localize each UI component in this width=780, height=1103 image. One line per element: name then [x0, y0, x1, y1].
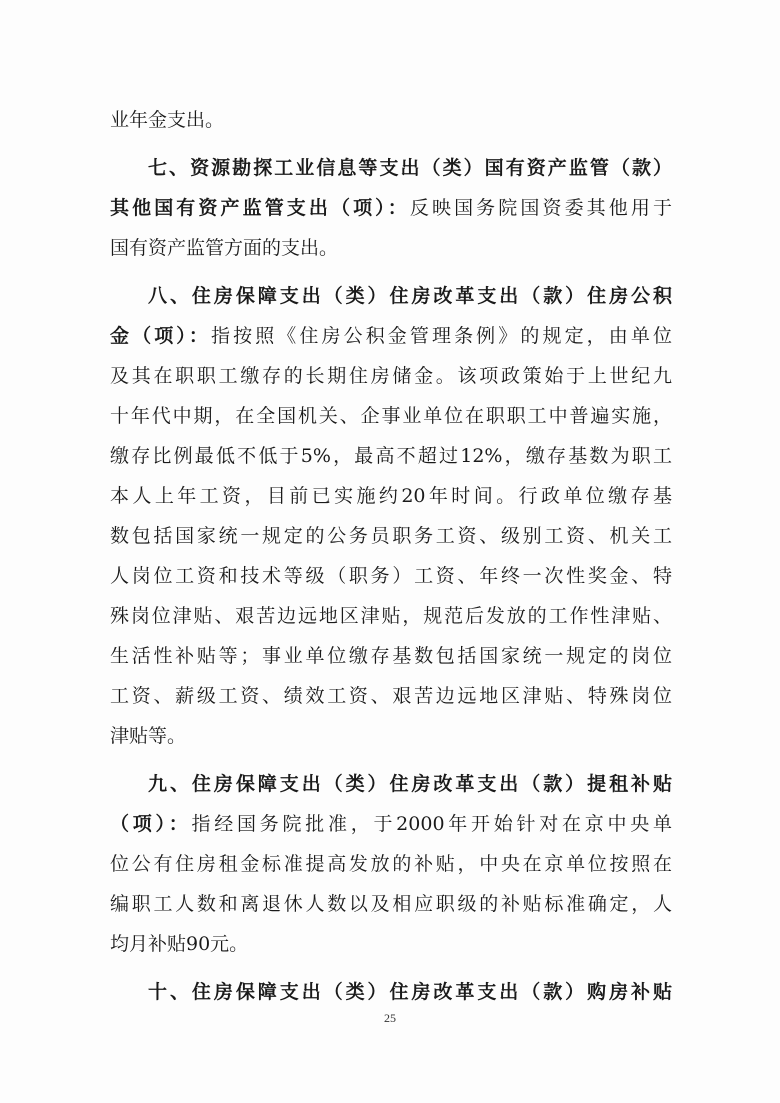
paragraph-9-line-5: 均月补贴90元。 [110, 933, 249, 955]
paragraph-8-line-5: 缴存比例最低不低于5%，最高不超过12%，缴存基数为职工 [110, 445, 672, 467]
paragraph-8-line-8: 人岗位工资和技术等级（职务）工资、年终一次性奖金、特 [110, 565, 672, 587]
paragraph-8-line-9: 殊岗位津贴、艰苦边远地区津贴，规范后发放的工作性津贴、 [110, 605, 672, 627]
paragraph-9-line-3: 位公有住房租金标准提高发放的补贴，中央在京单位按照在 [110, 853, 672, 875]
paragraph-8-heading-cont: 金（项）： [110, 325, 211, 347]
paragraph-7-line-2 [110, 188, 672, 228]
paragraph-9-heading: 九、住房保障支出（类）住房改革支出（款）提租补贴 [148, 773, 672, 795]
paragraph-9 [110, 764, 672, 964]
paragraph-8-line-4: 十年代中期，在全国机关、企事业单位在职职工中普遍实施， [110, 405, 672, 427]
body-text [110, 100, 672, 1012]
paragraph-7-line-3: 国有资产监管方面的支出。 [110, 237, 339, 259]
page-number: 25 [384, 1011, 396, 1025]
paragraph-8-line-2 [110, 316, 672, 356]
paragraph-8-line-3: 及其在职职工缴存的长期住房储金。该项政策始于上世纪九 [110, 365, 672, 387]
paragraph-10 [110, 972, 672, 1012]
paragraph-7 [110, 148, 672, 268]
paragraph-6-tail: 业年金支出。 [110, 109, 225, 131]
paragraph-8-line-6: 本人上年工资，目前已实施约20年时间。行政单位缴存基 [110, 485, 672, 507]
paragraph-7-heading: 七、资源勘探工业信息等支出（类）国有资产监管（款） [148, 157, 672, 179]
paragraph-7-body: 反映国务院国资委其他用于 [409, 197, 672, 219]
paragraph-9-line-2 [110, 804, 672, 844]
paragraph-8-heading: 八、住房保障支出（类）住房改革支出（款）住房公积 [148, 285, 672, 307]
paragraph-8-body: 指按照《住房公积金管理条例》的规定，由单位 [211, 325, 672, 347]
paragraph-8-line-12: 津贴等。 [110, 725, 187, 747]
paragraph-10-heading: 十、住房保障支出（类）住房改革支出（款）购房补贴 [148, 981, 672, 1003]
paragraph-8-line-11: 工资、薪级工资、绩效工资、艰苦边远地区津贴、特殊岗位 [110, 685, 672, 707]
paragraph-9-heading-cont: （项）： [110, 813, 192, 835]
paragraph-9-line-4: 编职工人数和离退休人数以及相应职级的补贴标准确定，人 [110, 893, 672, 915]
paragraph-8-line-10: 生活性补贴等；事业单位缴存基数包括国家统一规定的岗位 [110, 645, 672, 667]
paragraph-8 [110, 276, 672, 756]
paragraph-8-line-7: 数包括国家统一规定的公务员职务工资、级别工资、机关工 [110, 525, 672, 547]
paragraph-7-heading-cont: 其他国有资产监管支出（项）： [110, 197, 410, 219]
paragraph-9-body: 指经国务院批准，于2000年开始针对在京中央单 [191, 813, 672, 835]
